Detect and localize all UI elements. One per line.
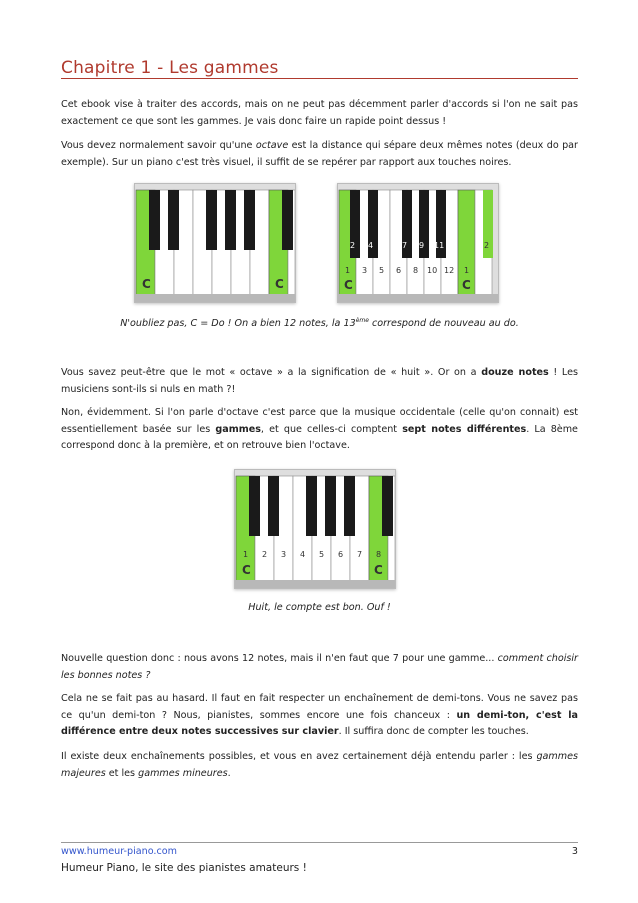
chapter-divider	[61, 78, 578, 79]
keyboard-svg	[235, 470, 395, 588]
paragraph-enchainements	[61, 749, 578, 782]
text-italic: comment choisir les bonnes notes ?	[61, 653, 578, 681]
keyboard-image-1	[134, 183, 296, 303]
paragraph-gammes	[61, 405, 578, 455]
key-label: C	[374, 563, 383, 577]
key-number: 4	[300, 550, 306, 559]
key-number: 6	[338, 550, 344, 559]
text: et les	[105, 767, 139, 779]
black-key-number: 2	[484, 241, 490, 250]
text-bold: douze notes	[481, 367, 549, 378]
key-number: 3	[362, 266, 368, 275]
text-bold: sept notes différentes	[402, 423, 527, 435]
key-number: 1	[243, 550, 249, 559]
text-italic: octave	[255, 140, 289, 151]
paragraph-demi-ton	[61, 691, 578, 741]
key-number: 5	[319, 550, 325, 559]
footer-divider	[61, 842, 578, 843]
paragraph-douze-notes	[61, 365, 578, 398]
text-bold: gammes	[215, 423, 261, 435]
text: ! Les musiciens sont-ils si nuls en math ?!	[61, 367, 578, 395]
footer-site-name: Humeur Piano, le site des pianistes amateurs !	[61, 862, 307, 874]
key-label: C	[462, 278, 471, 292]
text: Vous savez peut-être que le mot « octave » a la signification de « huit ». Or on a	[61, 367, 482, 378]
black-key-number: 4	[368, 241, 374, 250]
text: Il existe deux enchaînements possibles, et vous en avez certainement déjà entendu parler : les	[61, 751, 537, 762]
footer-link[interactable]: www.humeur-piano.com	[61, 846, 177, 857]
page-number: 3	[571, 846, 578, 857]
text-bold: un demi-ton, c'est la différence entre deux notes successives sur clavier	[61, 709, 578, 737]
black-key-number: 11	[434, 241, 445, 250]
key-label: C	[344, 278, 353, 292]
text: est la distance qui sépare deux mêmes notes (deux do par exemple). Sur un piano c'est très visuel, il suffit de se repérer par rapport aux touches noires.	[61, 140, 578, 168]
key-number: 5	[379, 266, 385, 275]
key-label: C	[275, 277, 284, 291]
key-number: 7	[357, 550, 363, 559]
key-label: C	[242, 563, 251, 577]
paragraph-intro	[61, 97, 578, 130]
black-key-number: 7	[402, 241, 408, 250]
black-key-number: 9	[419, 241, 425, 250]
keyboard-svg	[135, 184, 295, 302]
key-label: C	[142, 277, 151, 291]
chapter-title: Chapitre 1 - Les gammes	[61, 58, 279, 78]
key-number: 6	[396, 266, 402, 275]
keyboard-image-2	[337, 183, 499, 303]
text: . Il suffira donc de compter les touches.	[338, 726, 529, 737]
key-number: 1	[345, 266, 351, 275]
key-number: 3	[281, 550, 287, 559]
paragraph-octave	[61, 138, 578, 171]
key-number: 2	[262, 550, 268, 559]
key-number: 8	[413, 266, 419, 275]
key-number: 1	[464, 266, 470, 275]
keyboard-image-3	[234, 469, 396, 589]
key-number: 10	[427, 266, 438, 275]
text: Cet ebook vise à traiter des accords, mais on ne peut pas décemment parler d'accords si l'on ne sait pas exactement ce que sont les gammes. Je vais donc faire un rapide point dessus !	[61, 99, 578, 127]
text-italic: gammes mineures	[138, 767, 228, 779]
caption-text: correspond de nouveau au do.	[368, 318, 519, 330]
text: , et que celles-ci comptent	[260, 423, 403, 435]
caption-1	[61, 317, 578, 329]
paragraph-question	[61, 651, 578, 684]
key-number: 12	[444, 266, 455, 275]
text: Nouvelle question donc : nous avons 12 notes, mais il n'en faut que 7 pour une gamme...	[61, 653, 498, 664]
text: .	[227, 767, 231, 779]
text-italic: gammes majeures	[61, 751, 578, 779]
black-key-number: 2	[350, 241, 356, 250]
text: Cela ne se fait pas au hasard. Il faut en fait respecter un enchaînement de demi-tons. Vous ne savez pas ce qu'un demi-ton ? Nous, pianistes, sommes encore une fois chanceux :	[61, 693, 578, 721]
caption-sup: ème	[355, 317, 369, 324]
key-number: 8	[376, 550, 382, 559]
caption-text: N'oubliez pas, C = Do ! On a bien 12 notes, la 13	[120, 318, 356, 330]
caption-2: Huit, le compte est bon. Ouf !	[248, 602, 391, 613]
text: Non, évidemment. Si l'on parle d'octave c'est parce que la musique occidentale (celle qu'on connait) est essentiellement basée sur les	[61, 407, 578, 435]
keyboard-svg	[338, 184, 498, 302]
text: . La 8ème correspond donc à la première, et on retrouve bien l'octave.	[61, 423, 578, 451]
text: Vous devez normalement savoir qu'une	[61, 140, 256, 151]
